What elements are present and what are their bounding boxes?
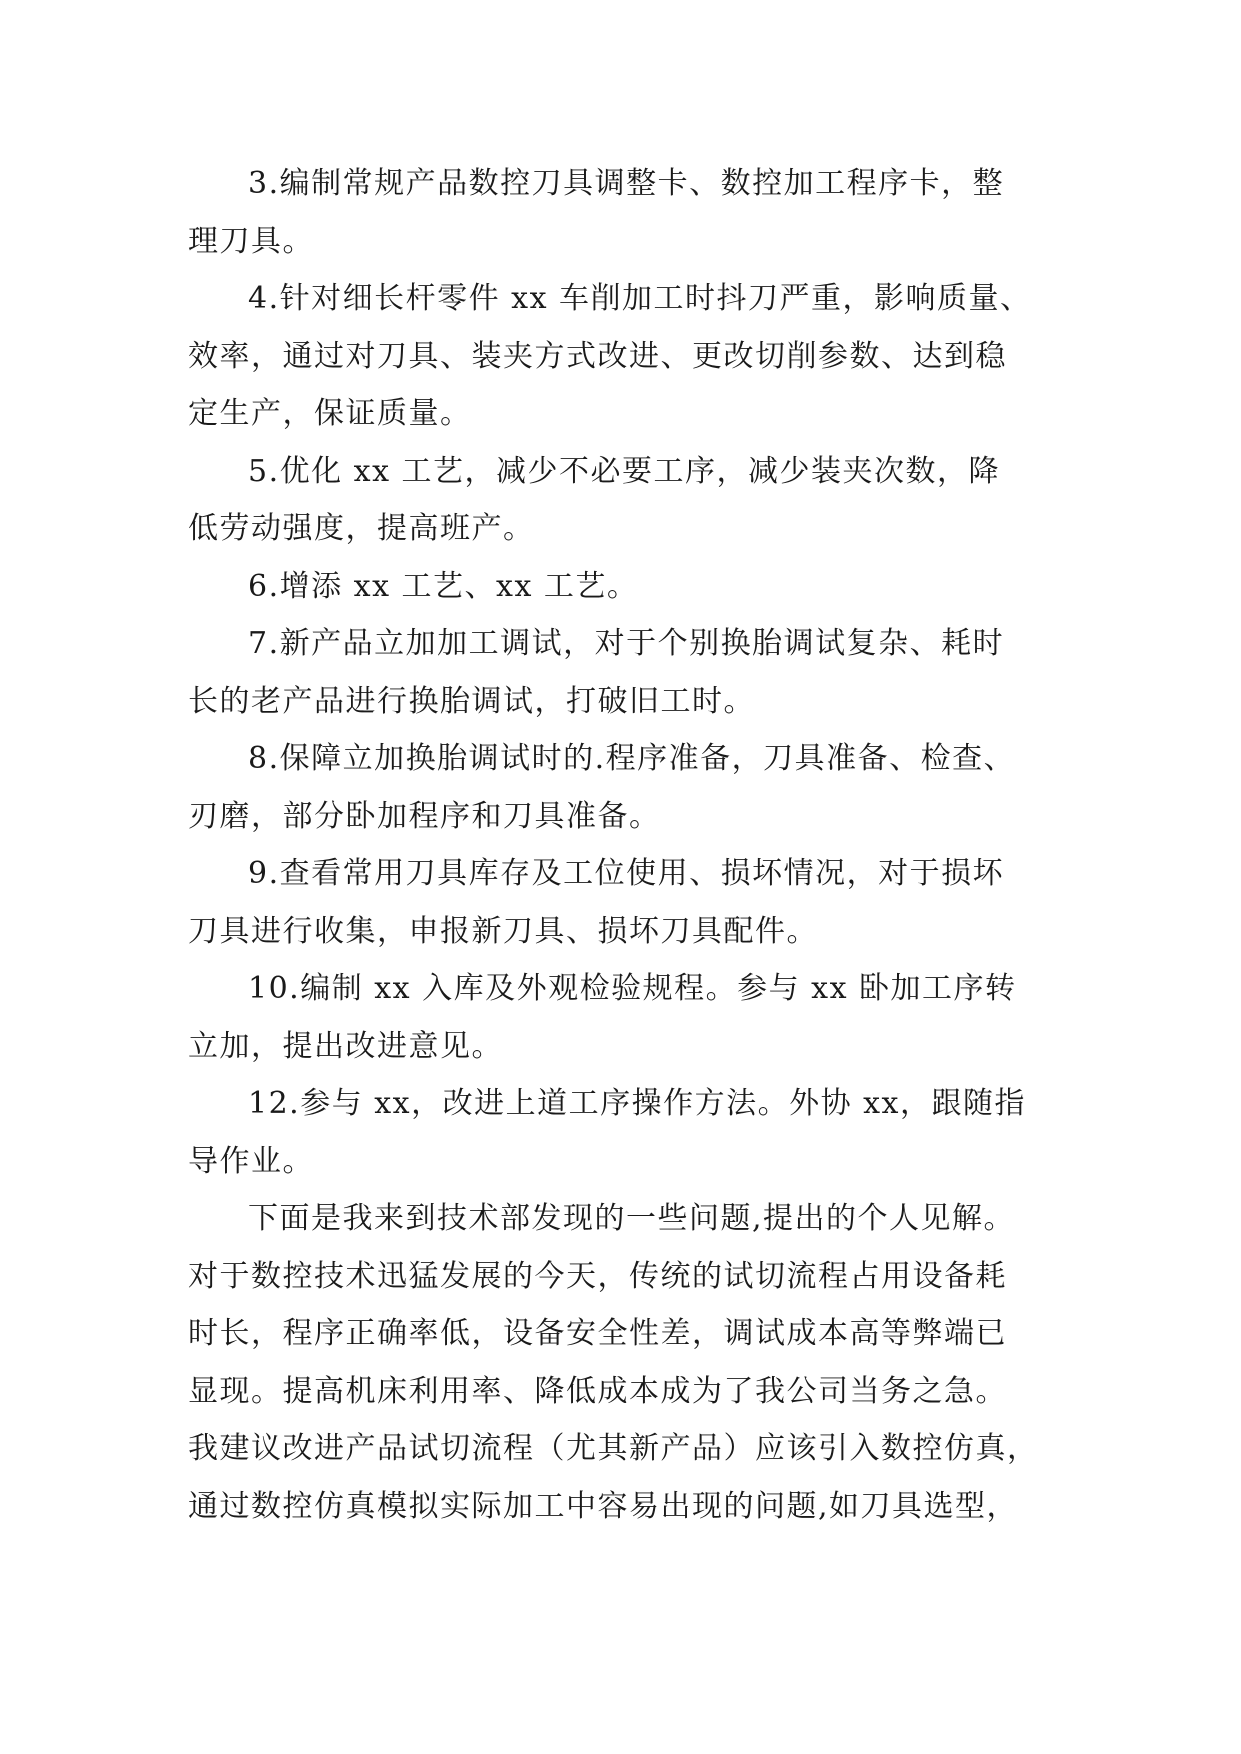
text-line: 对于数控技术迅猛发展的今天，传统的试切流程占用设备耗 xyxy=(188,1258,1007,1294)
text-line: 5.优化 xx 工艺，减少不必要工序，减少装夹次数，降 xyxy=(248,453,1001,489)
text-line: 立加，提出改进意见。 xyxy=(188,1028,503,1064)
text-line: 12.参与 xx，改进上道工序操作方法。外协 xx，跟随指 xyxy=(248,1086,1026,1121)
document-body xyxy=(188,155,1050,1535)
text-line: 长的老产品进行换胎调试，打破旧工时。 xyxy=(188,683,755,719)
text-line: 显现。提高机床利用率、降低成本成为了我公司当务之急。 xyxy=(188,1373,1007,1409)
text-line: 下面是我来到技术部发现的一些问题,提出的个人见解。 xyxy=(248,1201,1016,1236)
text-line: 通过数控仿真模拟实际加工中容易出现的问题,如刀具选型， xyxy=(188,1488,1019,1524)
text-line: 我建议改进产品试切流程（尤其新产品）应该引入数控仿真， xyxy=(188,1431,1039,1466)
text-line: 低劳动强度，提高班产。 xyxy=(188,511,535,546)
text-line: 4.针对细长杆零件 xx 车削加工时抖刀严重，影响质量、 xyxy=(248,281,1032,316)
text-line: 7.新产品立加加工调试，对于个别换胎调试复杂、耗时 xyxy=(248,626,1005,661)
text-line: 定生产，保证质量。 xyxy=(188,396,472,431)
text-line: 刀具进行收集，申报新刀具、损坏刀具配件。 xyxy=(188,913,818,949)
text-line: 3.编制常规产品数控刀具调整卡、数控加工程序卡，整 xyxy=(248,166,1005,201)
text-line: 9.查看常用刀具库存及工位使用、损坏情况，对于损坏 xyxy=(248,856,1005,891)
text-line: 刃磨，部分卧加程序和刀具准备。 xyxy=(188,798,661,834)
text-line: 8.保障立加换胎调试时的.程序准备，刀具准备、检查、 xyxy=(248,741,1016,776)
text-line: 理刀具。 xyxy=(188,223,314,259)
text-line: 10.编制 xx 入库及外观检验规程。参与 xx 卧加工序转 xyxy=(248,971,1017,1006)
text-line: 时长，程序正确率低，设备安全性差，调试成本高等弊端已 xyxy=(188,1316,1007,1351)
text-line: 效率，通过对刀具、装夹方式改进、更改切削参数、达到稳 xyxy=(188,338,1007,374)
text-line: 6.增添 xx 工艺、xx 工艺。 xyxy=(248,568,639,604)
text-line: 导作业。 xyxy=(188,1143,314,1179)
